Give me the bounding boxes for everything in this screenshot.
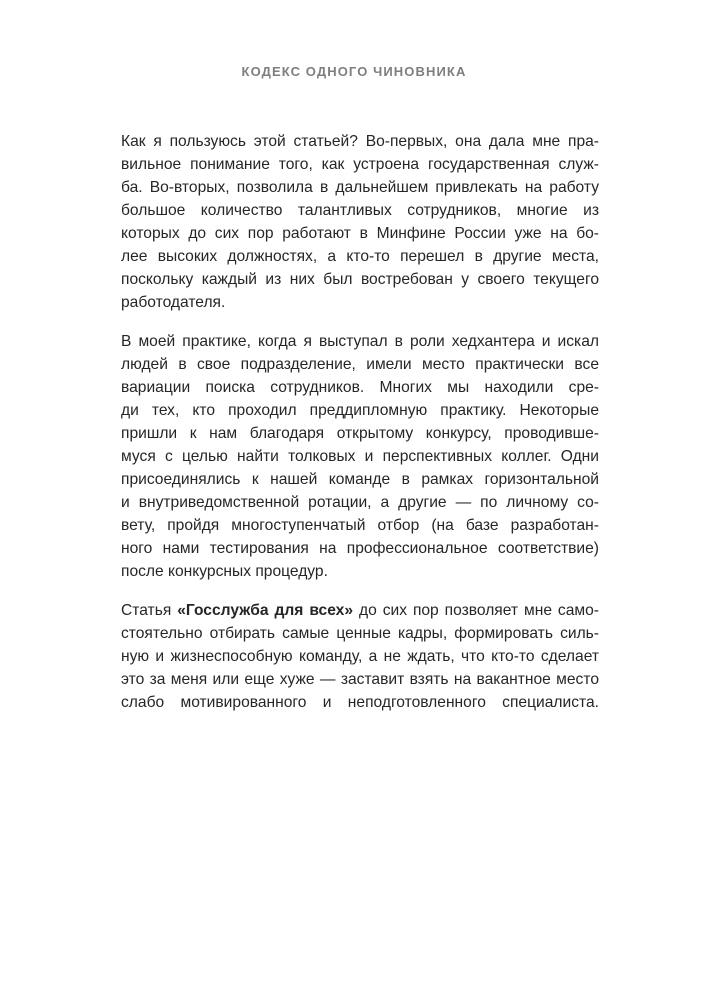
text-line: поскольку каждый из них был востребован у своего текущего — [121, 271, 599, 288]
text-line-with-title — [121, 599, 599, 622]
text-line: вету, пройдя многоступенчатый отбор (на базе разработан- — [121, 517, 599, 534]
paragraph-2 — [121, 330, 599, 583]
text-fragment: Статья — [121, 602, 172, 619]
text-line: Как я пользуюсь этой статьей? Во-первых, она дала мне пра- — [121, 133, 599, 150]
text-line: ного нами тестирования на профессиональное соответствие) — [121, 540, 599, 557]
text-line: вильное понимание того, как устроена государственная служ- — [121, 156, 599, 173]
text-line: стоятельно отбирать самые ценные кадры, формировать силь- — [121, 625, 599, 642]
text-line: В моей практике, когда я выступал в роли хедхантера и искал — [121, 333, 599, 350]
text-line: ную и жизнеспособную команду, а не ждать, что кто-то сделает — [121, 648, 599, 665]
text-line: и внутриведомственной ротации, а другие — по личному со- — [121, 494, 599, 511]
text-line: работодателя. — [121, 294, 226, 311]
text-line: вариации поиска сотрудников. Многих мы находили сре- — [121, 379, 599, 396]
text-line: слабо мотивированного и неподготовленного специалиста. — [121, 694, 599, 711]
text-line: которых до сих пор работают в Минфине России уже на бо- — [121, 225, 599, 242]
text-line: людей в свое подразделение, имели место практически все — [121, 356, 599, 373]
text-line: присоединялись к нашей команде в рамках горизонтальной — [121, 471, 599, 488]
text-line: это за меня или еще хуже — заставит взять на вакантное место — [121, 671, 599, 688]
text-line: лее высоких должностях, а кто-то перешел в другие места, — [121, 248, 599, 265]
text-line: муся с целью найти толковых и перспективных коллег. Одни — [121, 448, 599, 465]
text-line: ди тех, кто проходил преддипломную практику. Некоторые — [121, 402, 599, 419]
paragraph-1 — [121, 130, 599, 314]
text-fragment: до сих пор позволяет мне само- — [358, 602, 599, 619]
text-line: ба. Во-вторых, позволила в дальнейшем привлекать на работу — [121, 179, 599, 196]
text-line: после конкурсных процедур. — [121, 563, 328, 580]
running-head: КОДЕКС ОДНОГО ЧИНОВНИКА — [241, 64, 467, 79]
article-title: «Госслужба для всех» — [177, 602, 354, 619]
paragraph-3 — [121, 599, 599, 714]
text-line: большое количество талантливых сотрудников, многие из — [121, 202, 599, 219]
body-text — [121, 130, 599, 730]
text-line: пришли к нам благодаря открытому конкурсу, проводивше- — [121, 425, 599, 442]
